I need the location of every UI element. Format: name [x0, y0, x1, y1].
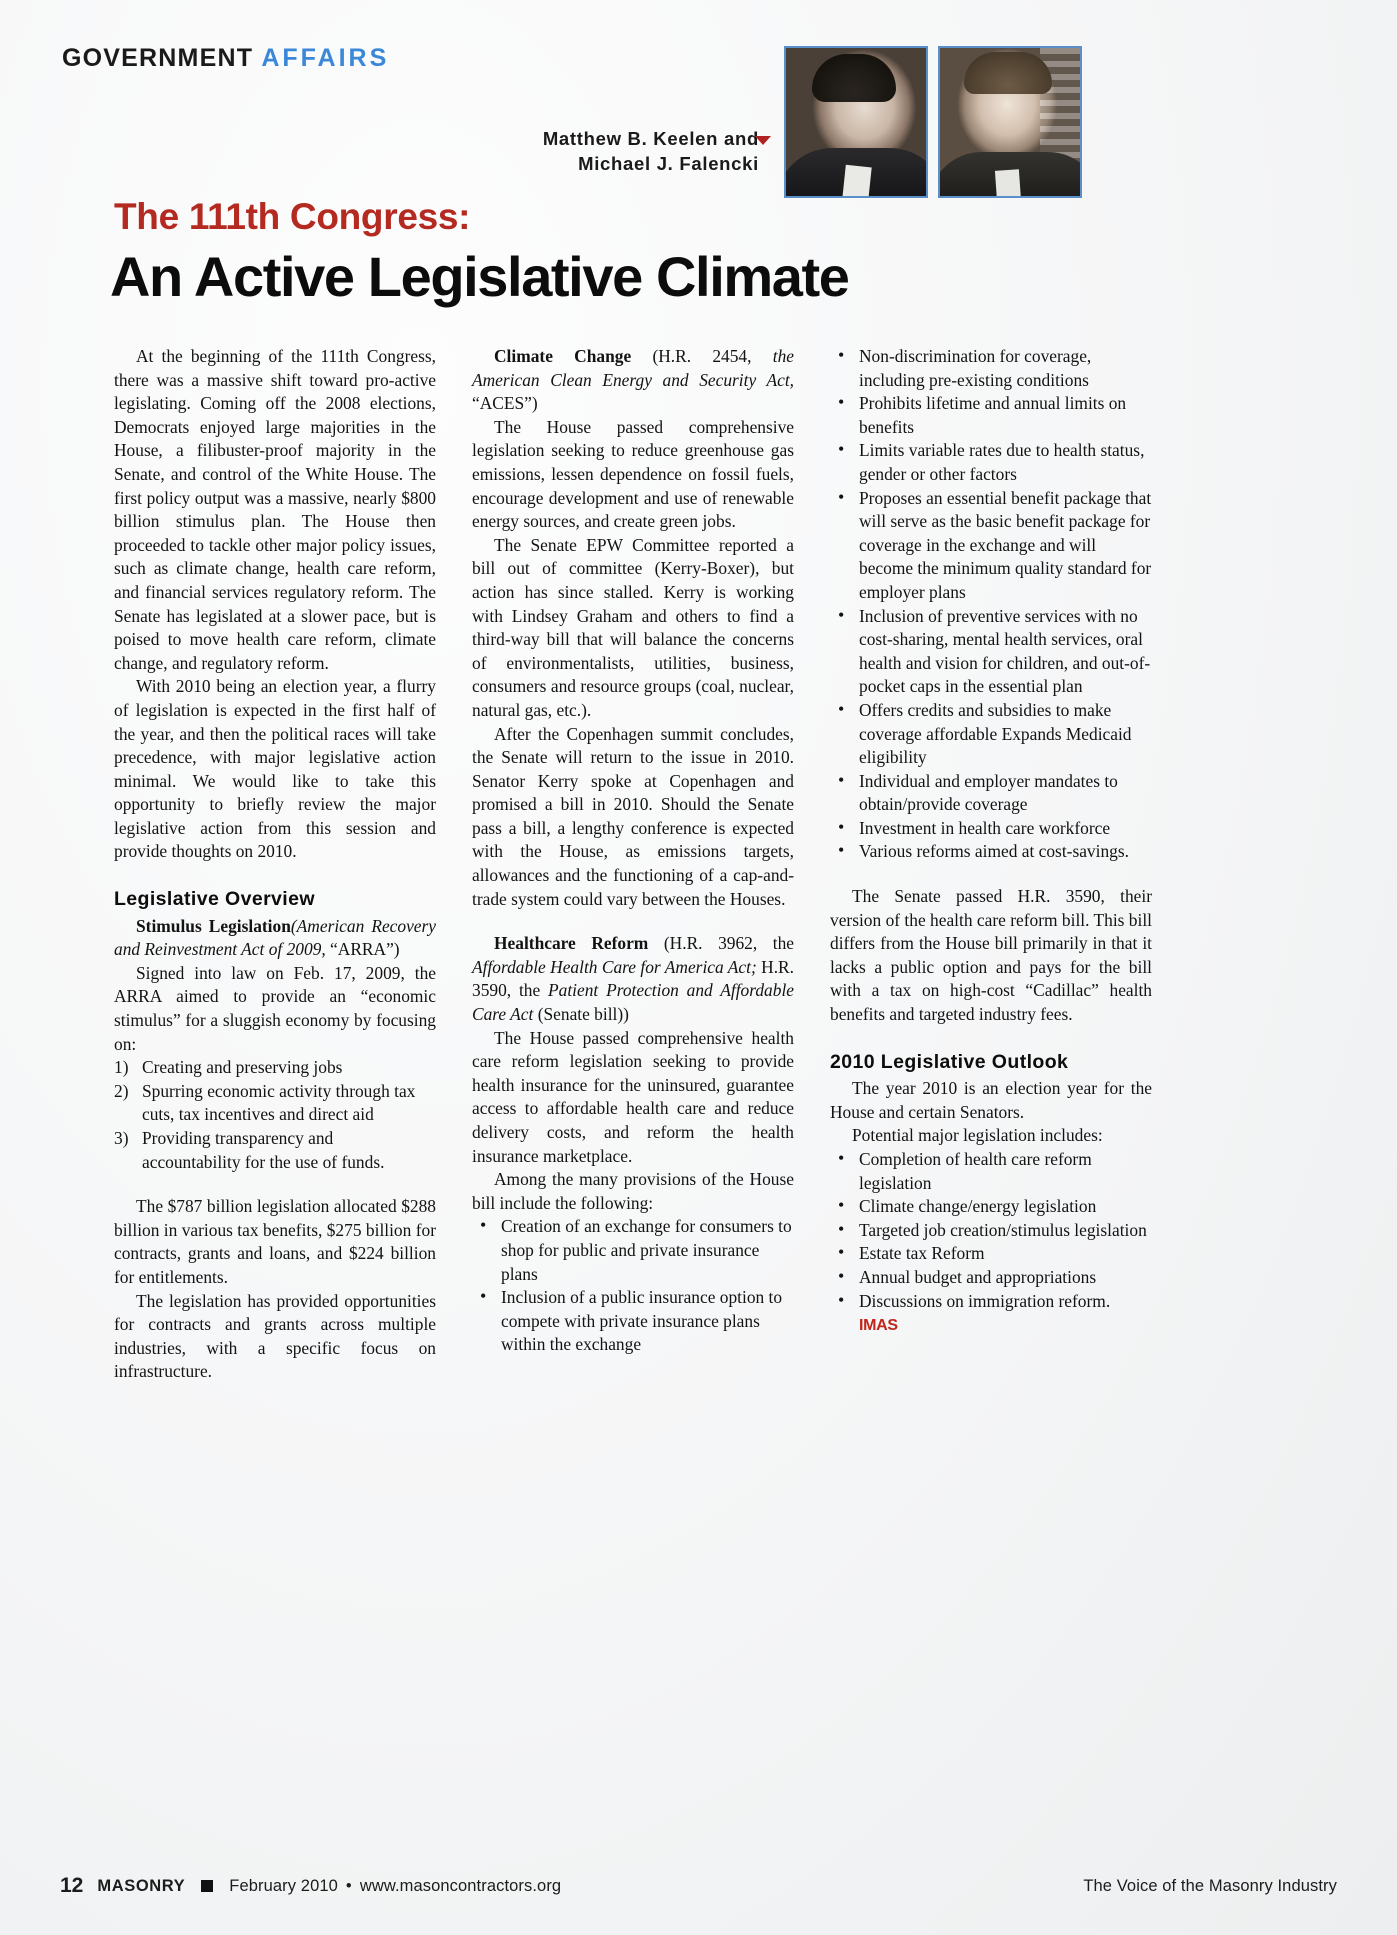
paragraph: The year 2010 is an election year for the House and certain Senators.	[830, 1078, 1152, 1122]
list-number: 2)	[114, 1080, 129, 1101]
run-in-italic: (American Recovery and Reinvestment Act of 2009,	[114, 915, 436, 960]
photo-hair	[812, 54, 896, 102]
list-item	[114, 1080, 436, 1127]
list-text: Creation of an exchange for consumers to shop for public and private insurance plans	[501, 1216, 792, 1284]
paragraph: The Senate EPW Committee reported a bill out of committee (Kerry-Boxer), but action has since stalled. Kerry is working with Lindsey Graham and others to find a third-way bill that will balance the concerns of environmentalists, utilities, business, consumers and resource groups (coal, nuclear, natural gas, etc.).	[472, 534, 794, 720]
list-item	[830, 345, 1152, 392]
paragraph: At the beginning of the 111th Congress, there was a massive shift toward pro-active legislating. Coming off the 2008 elections, Democrats enjoyed large majorities in the House, a filibuster-proof majority in the Senate, and control of the White House. The first policy output was a massive, nearly $800 billion stimulus plan. The House then proceeded to tackle other major policy issues, such as climate change, health care reform, and financial services regulatory reform. The Senate has legislated at a slower pace, but is poised to move health care reform, climate change, and regulatory reform.	[114, 346, 436, 673]
bullet-icon: •	[838, 1218, 845, 1239]
list-text: Non-discrimination for coverage, including pre-existing conditions	[859, 346, 1092, 390]
list-text: Proposes an essential benefit package that will serve as the basic benefit package for coverage in the exchange and will become the minimum quality standard for employer plans	[859, 487, 1152, 602]
list-text: Offers credits and subsidies to make coverage affordable Expands Medicaid eligibility	[859, 699, 1132, 768]
list-text: Estate tax Reform	[859, 1243, 985, 1264]
bullet-icon: •	[838, 392, 845, 413]
footer-website[interactable]: www.masoncontractors.org	[359, 1876, 562, 1895]
footer-separator: •	[345, 1876, 352, 1895]
list-text: Individual and employer mandates to obtain/provide coverage	[859, 770, 1118, 815]
article-subtitle: The 111th Congress:	[114, 196, 471, 237]
list-item	[472, 1286, 794, 1357]
author-photo-falencki	[938, 46, 1082, 198]
square-divider-icon	[201, 1880, 213, 1892]
kicker-dark-text: GOVERNMENT	[62, 44, 254, 72]
list-text	[859, 1291, 1110, 1335]
paragraph: Signed into law on Feb. 17, 2009, the ARRA aimed to provide an “economic stimulus” for a sluggish economy by focusing on:	[114, 962, 436, 1054]
byline-line-1: Matthew B. Keelen and	[542, 128, 759, 149]
kicker-blue-text: AFFAIRS	[261, 44, 390, 72]
run-in-italic-2: Patient Protection and Affordable Care Act	[472, 980, 795, 1025]
bullet-icon: •	[838, 1289, 845, 1310]
bullet-icon: •	[838, 1265, 845, 1286]
run-in-open: (H.R. 3962, the	[648, 933, 794, 954]
footer-tagline: The Voice of the Masonry Industry	[1083, 1876, 1337, 1895]
list-item	[830, 1195, 1152, 1219]
photo-shirt	[995, 169, 1021, 198]
paragraph: The legislation has provided opportunities for contracts and grants across multiple industries, with a specific focus on infrastructure.	[114, 1290, 436, 1382]
article-title: An Active Legislative Climate	[110, 245, 849, 308]
list-text-label: Discussions on immigration reform.	[859, 1290, 1111, 1311]
bullet-icon: •	[838, 1148, 845, 1168]
bullet-icon: •	[838, 816, 845, 837]
section-heading-2010-outlook: 2010 Legislative Outlook	[830, 1050, 1069, 1073]
bullet-icon: •	[838, 1242, 845, 1263]
list-number: 3)	[114, 1128, 129, 1148]
paragraph: The $787 billion legislation allocated $288 billion in various tax benefits, $275 billion for contracts, grants and loans, and $224 billion for entitlements.	[114, 1196, 436, 1287]
list-number: 1)	[114, 1057, 129, 1078]
footer-issue: February 2010	[229, 1876, 338, 1895]
list-item	[830, 1242, 1152, 1266]
list-item	[830, 1290, 1152, 1338]
photo-shirt	[842, 165, 871, 198]
author-byline	[543, 126, 759, 176]
run-in-bold: Climate Change	[494, 346, 632, 366]
house-bill-provisions-list-continued	[830, 345, 1152, 864]
list-item	[830, 699, 1152, 770]
run-in-tail: “ACES”)	[472, 393, 538, 414]
paragraph-healthcare-reform-heading	[472, 932, 794, 1026]
photo-hair	[964, 52, 1052, 94]
run-in-bold: Healthcare Reform	[494, 933, 649, 954]
paragraph: With 2010 being an election year, a flurry of legislation is expected in the first half of the year, and then the political races will take precedence, with major legislative action minimal. We would like to take this opportunity to briefly review the major legislative action from this session and provide thoughts on 2010.	[114, 676, 436, 862]
run-in-mid: H.R. 3590, the	[472, 956, 795, 1001]
paragraph-climate-change-heading	[472, 345, 794, 416]
bullet-icon: •	[838, 439, 845, 460]
list-text: Spurring economic activity through tax cuts, tax incentives and direct aid	[142, 1080, 416, 1125]
run-in-italic: the American Clean Energy and Security Act,	[472, 346, 794, 390]
magazine-brand: MASONRY	[97, 1876, 186, 1895]
paragraph: After the Copenhagen summit concludes, the Senate will return to the issue in 2010. Senator Kerry spoke at Copenhagen and promised a bill in 2010. Should the Senate pass a bill, a lengthy conference is expected with the House, as emissions targets, allowances and the functioning of a cap-and-trade system could vary between the Houses.	[472, 723, 794, 909]
bullet-icon: •	[838, 1195, 845, 1216]
list-item	[114, 1056, 436, 1080]
paragraph-stimulus-legislation	[114, 915, 436, 962]
paragraph: The House passed comprehensive health care reform legislation seeking to provide health insurance for the uninsured, guarantee access to affordable health care and reduce delivery costs, and reform the health insurance marketplace.	[472, 1027, 794, 1166]
paragraph: Potential major legislation includes:	[852, 1125, 1103, 1146]
run-in-italic-1: Affordable Health Care for America Act;	[472, 956, 757, 977]
list-text: Investment in health care workforce	[859, 817, 1111, 838]
column-1	[114, 345, 436, 1384]
bullet-icon: •	[480, 1215, 487, 1236]
list-text: Inclusion of preventive services with no cost-sharing, mental health services, oral health and vision for children, and out-of-pocket caps in the essential plan	[859, 605, 1151, 697]
list-text: Prohibits lifetime and annual limits on benefits	[859, 393, 1127, 437]
bullet-icon: •	[838, 604, 845, 625]
list-item	[830, 840, 1152, 864]
potential-legislation-list	[830, 1148, 1152, 1338]
list-item	[114, 1127, 436, 1174]
list-text: Limits variable rates due to health status, gender or other factors	[859, 440, 1145, 484]
list-text: Creating and preserving jobs	[142, 1057, 343, 1078]
list-item	[830, 605, 1152, 699]
column-2	[472, 345, 794, 1384]
paragraph: The Senate passed H.R. 3590, their version of the health care reform bill. This bill differs from the House bill primarily in that it lacks a public option and pays for the bill with a tax on high-cost “Cadillac” health benefits and targeted industry fees.	[830, 886, 1152, 1025]
section-heading-legislative-overview: Legislative Overview	[114, 888, 315, 911]
house-bill-provisions-list	[472, 1215, 794, 1357]
byline-line-2: Michael J. Falencki	[578, 153, 759, 174]
list-text: Inclusion of a public insurance option to compete with private insurance plans within the exchange	[501, 1287, 783, 1355]
bullet-icon: •	[838, 486, 845, 507]
page-footer	[60, 1873, 1337, 1899]
list-item	[830, 1219, 1152, 1243]
page-number: 12	[60, 1874, 84, 1897]
section-kicker	[62, 44, 389, 73]
column-3	[830, 345, 1152, 1384]
run-in-tail: “ARRA”)	[325, 939, 400, 960]
article-body	[114, 345, 1284, 1384]
list-text: Completion of health care reform legislation	[859, 1149, 1092, 1193]
run-in-open: (H.R. 2454,	[631, 346, 773, 366]
list-item	[830, 817, 1152, 841]
arra-focus-list	[114, 1056, 436, 1174]
byline-arrow-icon	[755, 136, 771, 145]
list-item	[830, 1266, 1152, 1290]
list-text: Targeted job creation/stimulus legislation	[859, 1219, 1147, 1240]
list-item	[830, 1148, 1152, 1195]
bullet-icon: •	[838, 345, 845, 365]
paragraph: Among the many provisions of the House bill include the following:	[472, 1169, 794, 1213]
bullet-icon: •	[838, 769, 845, 790]
list-item	[830, 439, 1152, 486]
list-item	[830, 770, 1152, 817]
bullet-icon: •	[838, 698, 845, 719]
list-text: Providing transparency and accountability for the use of funds.	[142, 1128, 385, 1172]
list-item	[830, 392, 1152, 439]
bullet-icon: •	[480, 1286, 487, 1307]
paragraph: The House passed comprehensive legislation seeking to reduce greenhouse gas emissions, lessen dependence on fossil fuels, encourage development and use of renewable energy sources, and create green jobs.	[472, 416, 794, 532]
list-text: Various reforms aimed at cost-savings.	[859, 841, 1129, 862]
run-in-bold: Stimulus Legislation	[136, 915, 291, 936]
bullet-icon: •	[838, 840, 845, 861]
list-item	[830, 487, 1152, 605]
list-text: Annual budget and appropriations	[859, 1266, 1097, 1287]
list-text: Climate change/energy legislation	[859, 1196, 1097, 1217]
end-mark-logo: IMAS	[859, 1317, 898, 1335]
author-photo-keelen	[784, 46, 928, 198]
list-item	[472, 1215, 794, 1286]
run-in-tail: (Senate bill))	[533, 1004, 629, 1025]
